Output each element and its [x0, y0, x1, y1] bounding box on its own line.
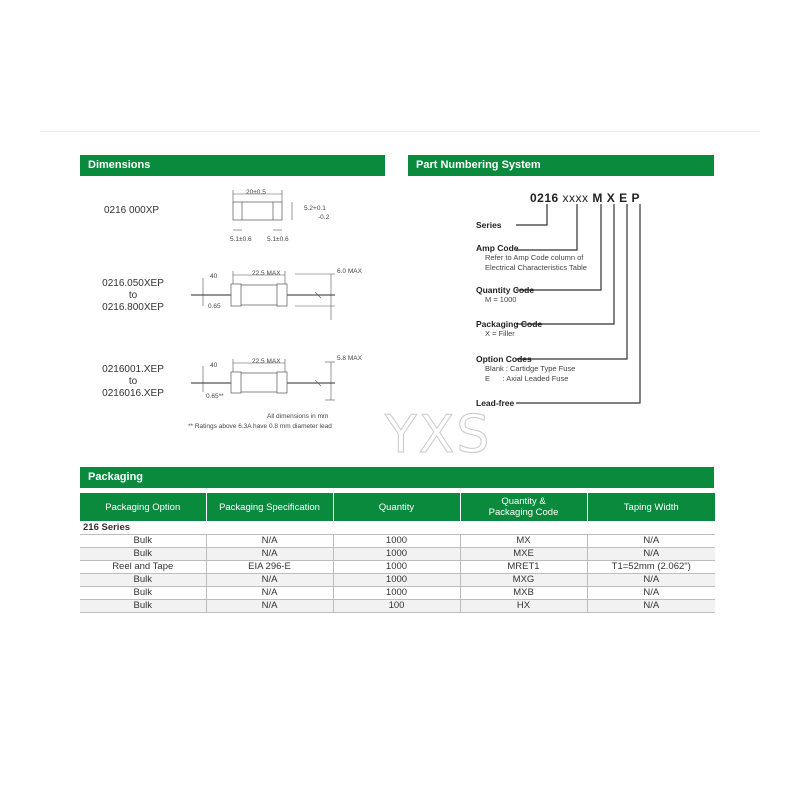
fig1-diameter-tolerance: -0.2: [318, 214, 330, 221]
table-row: Reel and Tape EIA 296-E 1000 MRET1 T1=52mm (2.062"): [80, 561, 715, 574]
field-series: Series: [476, 220, 502, 230]
fig3-body-length: 22.5 MAX: [252, 358, 281, 365]
lead-diameter-note: ** Ratings above 6.3A have 0.8 mm diameter lead: [188, 423, 332, 430]
col-quantity-packaging-code: Quantity & Packaging Code: [460, 493, 587, 521]
col-taping-width: Taping Width: [587, 493, 715, 521]
part-label-1: 0216 000XP: [104, 205, 160, 216]
table-row: Bulk N/A 100 HX N/A: [80, 600, 715, 613]
col-quantity: Quantity: [333, 493, 460, 521]
field-quantity-code: Quantity Code M = 1000: [476, 285, 535, 304]
packaging-table: [80, 493, 715, 613]
part-label-3: 0216001.XEP to 0216016.XEP: [102, 364, 164, 399]
fig3-wire-diameter: 0.65**: [206, 393, 224, 400]
fig2-body-length: 22.5 MAX: [252, 270, 281, 277]
packaging-table-header: [80, 493, 715, 521]
code-amp: xxxx: [562, 191, 589, 205]
fig2-lead-length: 40: [210, 273, 218, 280]
fig1-cap-right: 5.1±0.6: [267, 236, 289, 243]
fig2-wire-diameter: 0.65: [208, 303, 221, 310]
top-divider: [40, 131, 760, 132]
part-numbering-title: Part Numbering System: [416, 159, 541, 171]
table-row: Bulk N/A 1000 MXE N/A: [80, 548, 715, 561]
fig3-diameter: 5.8 MAX: [337, 355, 362, 362]
col-packaging-option: Packaging Option: [80, 493, 206, 521]
field-lead-free: Lead-free: [476, 398, 515, 408]
field-option-codes: Option Codes Blank : Cartidge Type Fuse E : Axial Leaded Fuse: [476, 354, 576, 383]
table-row: Bulk N/A 1000 MXG N/A: [80, 574, 715, 587]
fig3-lead-length: 40: [210, 362, 218, 369]
part-label-2: 0216.050XEP to 0216.800XEP: [102, 278, 164, 313]
code-p: P: [631, 191, 640, 205]
packaging-header: [80, 467, 714, 488]
series-label: 216 Series: [80, 521, 715, 535]
series-row: [80, 521, 715, 535]
fig2-diameter: 6.0 MAX: [337, 268, 362, 275]
table-row: Bulk N/A 1000 MXB N/A: [80, 587, 715, 600]
fig1-cap-left: 5.1±0.6: [230, 236, 252, 243]
fig1-length: 20±0.5: [246, 189, 266, 196]
table-row: Bulk N/A 1000 MX N/A: [80, 535, 715, 548]
dimensions-note: All dimensions in mm: [267, 413, 329, 420]
code-prefix: 0216: [530, 191, 559, 205]
code-m: M: [592, 191, 603, 205]
field-packaging-code: Packaging Code X = Filler: [476, 319, 543, 338]
watermark-text: YXS: [385, 405, 492, 465]
dimensions-title: Dimensions: [88, 159, 151, 171]
code-e: E: [619, 191, 628, 205]
part-numbering-header: [408, 155, 714, 176]
code-x: X: [606, 191, 616, 205]
col-packaging-specification: Packaging Specification: [206, 493, 333, 521]
fig1-diameter: 5.2+0.1: [304, 205, 326, 212]
packaging-title: Packaging: [88, 471, 144, 483]
field-amp-code: Amp Code Refer to Amp Code column of Electrical Characteristics Table: [476, 243, 587, 272]
dimensions-header: [80, 155, 385, 176]
